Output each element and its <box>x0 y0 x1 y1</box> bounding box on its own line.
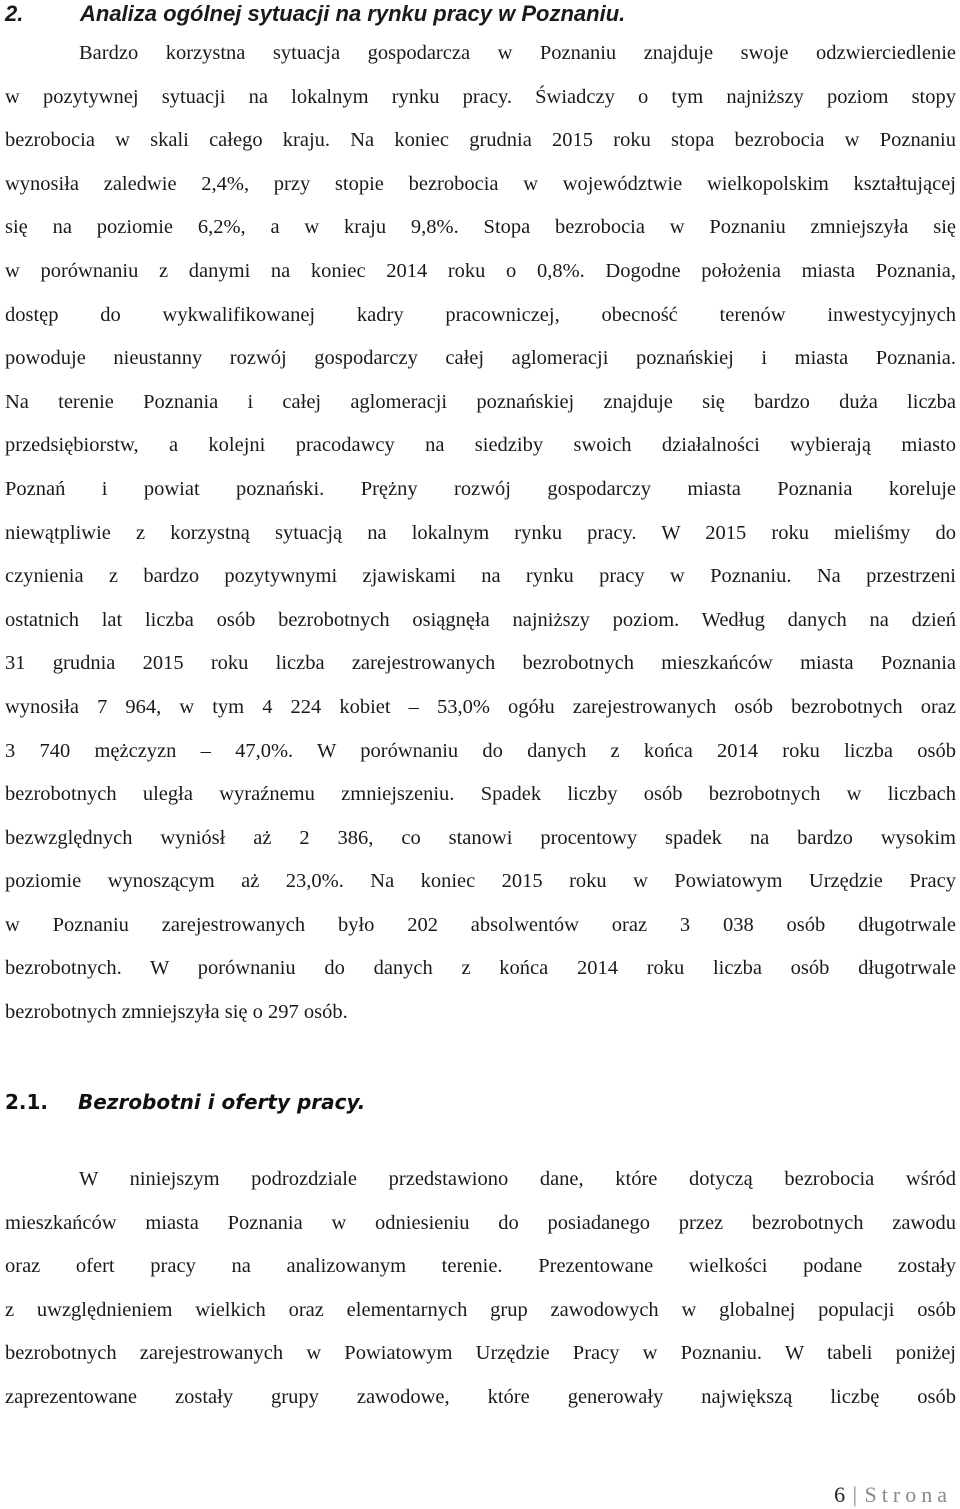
text-line: mieszkańców miasta Poznania w odniesieniu do posiadanego przez bezrobotnych zawodu <box>5 1211 956 1234</box>
text-line: zaprezentowane zostały grupy zawodowe, które generowały największą liczbę osób <box>5 1385 956 1408</box>
subsection-number: 2.1. <box>5 1090 49 1114</box>
text-line: Na terenie Poznania i całej aglomeracji poznańskiej znajduje się bardzo duża liczba <box>5 390 956 413</box>
page-number: 6 <box>834 1482 846 1507</box>
subsection-heading <box>5 1087 365 1117</box>
text-line: bezwzględnych wyniósł aż 2 386, co stanowi procentowy spadek na bardzo wysokim <box>5 826 956 849</box>
text-line: z uwzględnieniem wielkich oraz elementarnych grup zawodowych w globalnej populacji osób <box>5 1298 956 1321</box>
text-line: W niniejszym podrozdziale przedstawiono dane, które dotyczą bezrobocia wśród <box>79 1168 956 1190</box>
footer-separator: | <box>852 1482 858 1507</box>
text-line: bezrobotnych zmniejszyła się o 297 osób. <box>5 1001 348 1024</box>
section-title: Analiza ogólnej sytuacji na rynku pracy w Poznaniu. <box>80 1 626 26</box>
text-line: niewątpliwie z korzystną sytuacją na lokalnym rynku pracy. W 2015 roku mieliśmy do <box>5 521 956 544</box>
text-line: Bardzo korzystna sytuacja gospodarcza w Poznaniu znajduje swoje odzwierciedlenie <box>79 42 956 64</box>
text-line: czynienia z bardzo pozytywnymi zjawiskami na rynku pracy w Poznaniu. Na przestrzeni <box>5 565 956 588</box>
footer-page-word: Strona <box>864 1482 952 1507</box>
text-line: dostęp do wykwalifikowanej kadry pracowniczej, obecność terenów inwestycyjnych <box>5 303 956 326</box>
text-line: bezrobotnych zarejestrowanych w Powiatowym Urzędzie Pracy w Poznaniu. W tabeli poniżej <box>5 1342 956 1365</box>
text-line: ostatnich lat liczba osób bezrobotnych osiągnęła najniższy poziom. Według danych na dzień <box>5 608 956 631</box>
text-line: przedsiębiorstw, a kolejni pracodawcy na siedziby swoich działalności wybierają miasto <box>5 434 956 457</box>
paragraph-analysis <box>5 32 956 1035</box>
text-line: się na poziomie 6,2%, a w kraju 9,8%. Stopa bezrobocia w Poznaniu zmniejszyła się <box>5 216 956 239</box>
text-line: bezrobotnych. W porównaniu do danych z końca 2014 roku liczba osób długotrwale <box>5 957 956 980</box>
text-line: bezrobotnych uległa wyraźnemu zmniejszeniu. Spadek liczby osób bezrobotnych w liczbach <box>5 783 956 806</box>
text-line: oraz ofert pracy na analizowanym terenie. Prezentowane wielkości podane zostały <box>5 1255 956 1278</box>
subsection-title: Bezrobotni i oferty pracy. <box>78 1090 366 1114</box>
paragraph-unemployed-offers <box>5 1158 956 1420</box>
text-line: 31 grudnia 2015 roku liczba zarejestrowanych bezrobotnych mieszkańców miasta Poznania <box>5 652 956 675</box>
text-line: w porównaniu z danymi na koniec 2014 roku o 0,8%. Dogodne położenia miasta Poznania, <box>5 259 956 282</box>
text-line: w pozytywnej sytuacji na lokalnym rynku pracy. Świadczy o tym najniższy poziom stopy <box>5 85 956 108</box>
text-line: wynosiła 7 964, w tym 4 224 kobiet – 53,0% ogółu zarejestrowanych osób bezrobotnych oraz <box>5 695 956 718</box>
text-line: poziomie wynoszącym aż 23,0%. Na koniec 2015 roku w Powiatowym Urzędzie Pracy <box>5 870 956 893</box>
text-line: Poznań i powiat poznański. Prężny rozwój gospodarczy miasta Poznania koreluje <box>5 477 956 500</box>
page-footer <box>834 1482 952 1508</box>
text-line: bezrobocia w skali całego kraju. Na koniec grudnia 2015 roku stopa bezrobocia w Poznaniu <box>5 129 956 152</box>
text-line: w Poznaniu zarejestrowanych było 202 absolwentów oraz 3 038 osób długotrwale <box>5 913 956 936</box>
text-line: powoduje nieustanny rozwój gospodarczy całej aglomeracji poznańskiej i miasta Poznania. <box>5 347 956 370</box>
text-line: wynosiła zaledwie 2,4%, przy stopie bezrobocia w województwie wielkopolskim kształtującej <box>5 172 956 195</box>
text-line: 3 740 mężczyzn – 47,0%. W porównaniu do danych z końca 2014 roku liczba osób <box>5 739 956 762</box>
section-number: 2. <box>5 1 24 26</box>
section-heading <box>5 0 625 28</box>
